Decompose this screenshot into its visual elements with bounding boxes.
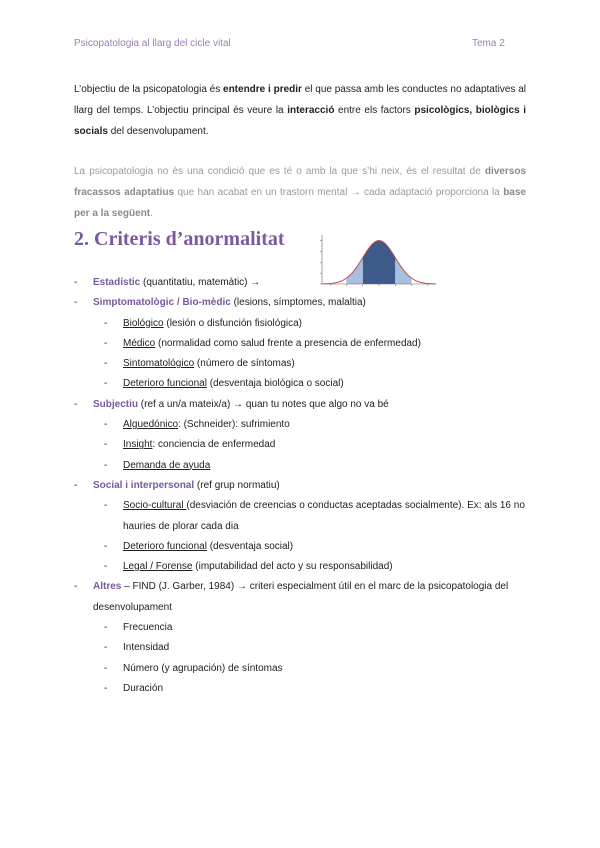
list-dash: - [104, 500, 108, 512]
criterion-key: Subjectiu [93, 398, 139, 410]
subcriterion-key: Alguedónico [123, 419, 179, 431]
list-dash: - [104, 358, 108, 370]
subcriterion-key: Duración [123, 682, 164, 694]
criteria-list [74, 273, 534, 699]
list-item [74, 273, 534, 293]
list-item [74, 577, 534, 597]
subcriterion-key: Deterioro funcional [123, 378, 207, 390]
subcriterion-key: Sintomatológico [123, 358, 195, 370]
list-dash: - [104, 540, 108, 552]
criterion-desc: – FIND (J. Garber, 1984) → criteri especialment útil en el marc de la psicopatologia del [121, 581, 509, 593]
list-dash: - [104, 378, 108, 390]
criterion-key: Simptomatològic / Bio-mèdic [93, 297, 231, 309]
list-item-continuation: desenvolupament [93, 601, 172, 613]
list-item [74, 293, 534, 313]
subcriterion-desc: (desventaja biológica o social) [206, 378, 344, 390]
intro-run: el que passa amb les conductes no adaptatives al llarg del temps. L’objectiu principal és veure la [74, 84, 526, 116]
subcriterion-desc: (lesión o disfunción fisiológica) [163, 317, 302, 329]
header-topic: Tema 2 [472, 38, 505, 49]
criterion-desc: (lesions, símptomes, malaltia) [230, 297, 366, 309]
subcriterion-desc: (normalidad como salud frente a presencia de enfermedad) [155, 337, 421, 349]
criterion-key: Altres [93, 581, 122, 593]
second-run: que han acabat en un trastorn mental → cada adaptació proporciona la [174, 187, 504, 198]
list-item [74, 415, 534, 435]
list-dash: - [74, 479, 78, 491]
subcriterion-desc: : conciencia de enfermedad [152, 439, 276, 451]
list-dash: - [74, 398, 78, 410]
subcriterion-key: Biológico [123, 317, 164, 329]
subcriterion-key: Número (y agrupación) de síntomas [123, 662, 283, 674]
list-item [74, 638, 534, 658]
list-item [74, 334, 534, 354]
header-title: Psicopatologia al llarg del cicle vital [74, 38, 231, 49]
list-dash: - [104, 317, 108, 329]
criterion-desc: (quantitatiu, matemàtic) → [140, 277, 261, 288]
subcriterion-desc: : (Schneider): sufrimiento [178, 419, 290, 431]
second-run: La psicopatologia no és una condició que es té o amb la que s’hi neix, és el resultat de [74, 166, 485, 177]
list-dash: - [104, 682, 108, 694]
intro-run: del desenvolupament. [107, 126, 209, 137]
list-dash: - [104, 642, 108, 654]
criterion-key: Estadístic [93, 277, 141, 288]
subcriterion-desc: (número de síntomas) [194, 358, 295, 370]
list-item [74, 456, 534, 476]
list-dash: - [104, 622, 108, 634]
subcriterion-desc: (imputabilidad del acto y su responsabilidad) [192, 561, 393, 573]
list-dash: - [104, 561, 108, 573]
subcriterion-key: Frecuencia [123, 622, 173, 634]
list-dash: - [104, 419, 108, 431]
list-item [74, 435, 534, 455]
subcriterion-desc: (desventaja social) [206, 540, 294, 552]
list-item [74, 557, 534, 577]
list-item [74, 618, 534, 638]
intro-paragraph [74, 79, 526, 142]
list-item [74, 354, 534, 374]
section-title: 2. Criteris d’anormalitat [74, 228, 285, 250]
intro-run: entendre i predir [223, 84, 302, 95]
criterion-desc: (ref grup normatiu) [194, 479, 280, 491]
intro-run: L’objectiu de la psicopatologia és [74, 84, 224, 95]
second-run: base per a la següent [74, 187, 526, 219]
list-dash: - [104, 439, 108, 451]
subcriterion-key: Médico [123, 337, 156, 349]
intro-run: entre els factors [334, 105, 415, 116]
list-dash: - [74, 277, 78, 288]
subcriterion-key: Insight [123, 439, 153, 451]
list-item [74, 314, 534, 334]
subcriterion-key: Demanda de ayuda [123, 459, 211, 471]
list-item [74, 659, 534, 679]
subcriterion-key: Deterioro funcional [123, 540, 207, 552]
subcriterion-desc: (desviación de creencias o conductas aceptadas socialmente). Ex: als 16 no [186, 500, 525, 512]
list-item [74, 679, 534, 699]
criterion-desc: (ref a un/a mateix/a) → quan tu notes que algo no va bé [138, 398, 389, 410]
list-dash: - [104, 459, 108, 471]
intro-run: psicològics, biològics i socials [74, 105, 526, 137]
criterion-key: Social i interpersonal [93, 479, 195, 491]
list-item-continuation: hauries de plorar cada dia [123, 520, 239, 532]
list-item [74, 374, 534, 394]
subcriterion-key: Socio-cultural [123, 500, 187, 512]
list-dash: - [104, 337, 108, 349]
list-item [74, 537, 534, 557]
list-item [74, 476, 534, 496]
list-item [74, 395, 534, 415]
list-item [74, 496, 534, 516]
second-run: . [150, 208, 153, 219]
second-paragraph [74, 161, 526, 224]
subcriterion-key: Intensidad [123, 642, 170, 654]
list-dash: - [74, 297, 78, 309]
list-dash: - [104, 662, 108, 674]
intro-run: interacció [287, 105, 335, 116]
second-run: diversos fracassos adaptatius [74, 166, 526, 198]
list-dash: - [74, 581, 78, 593]
subcriterion-key: Legal / Forense [123, 561, 193, 573]
